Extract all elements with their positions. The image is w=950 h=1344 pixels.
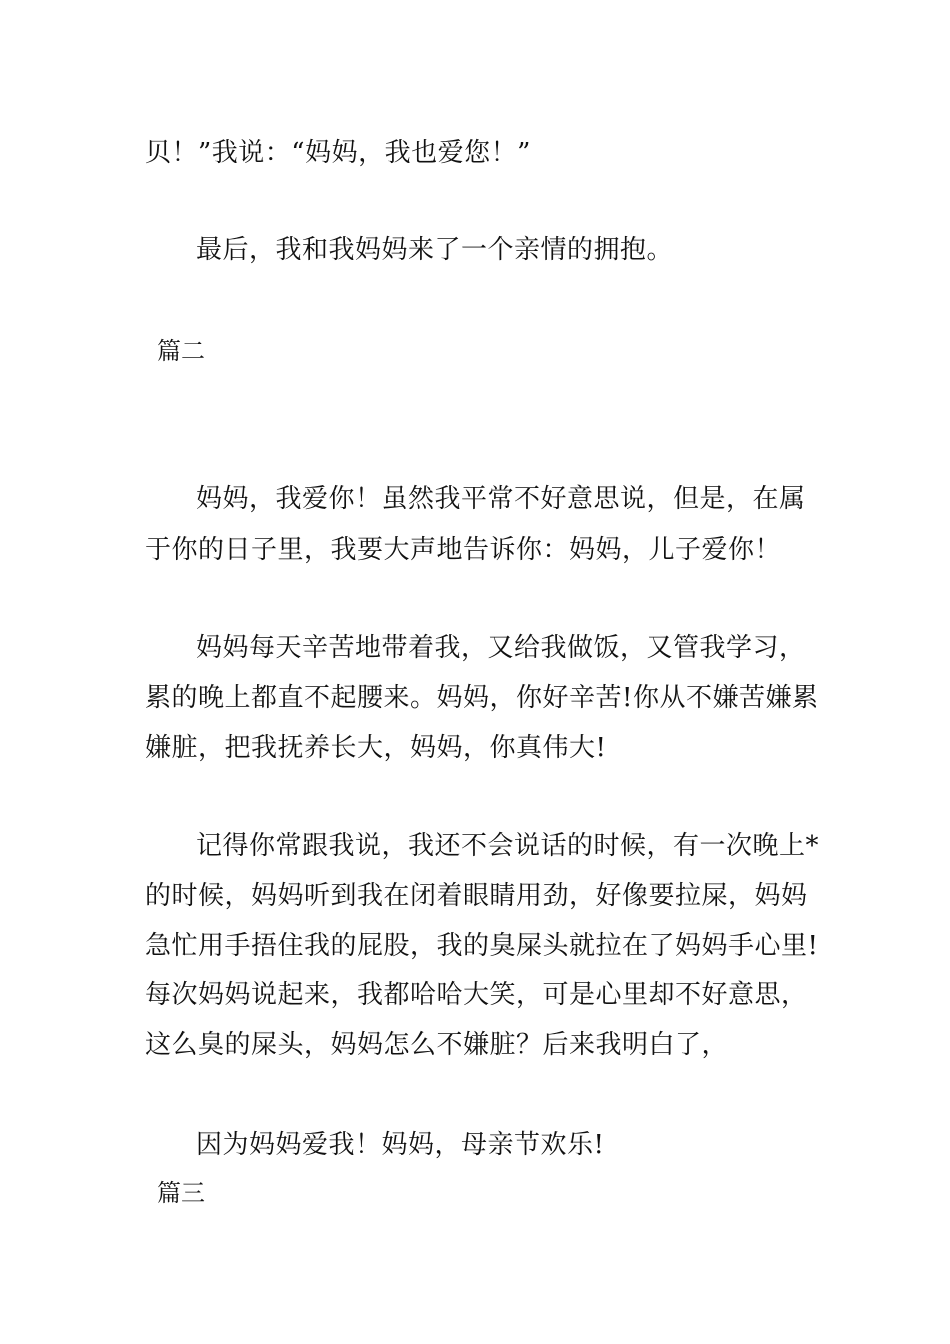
paragraph-first-line: 妈妈，我爱你！虽然我平常不好意思说，但是，在属 xyxy=(196,484,806,514)
text-line: 每次妈妈说起来，我都哈哈大笑，可是心里却不好意思， xyxy=(145,980,808,1010)
text-line: 嫌脏，把我抚养长大，妈妈，你真伟大! xyxy=(145,733,607,763)
section-heading: 篇二 xyxy=(157,337,205,365)
paragraph-first-line: 最后，我和我妈妈来了一个亲情的拥抱。 xyxy=(196,235,674,265)
paragraph-first-line: 记得你常跟我说，我还不会说话的时候，有一次晚上* xyxy=(196,831,820,861)
paragraph-first-line: 因为妈妈爱我！妈妈，母亲节欢乐! xyxy=(196,1130,605,1160)
text-line: 累的晚上都直不起腰来。妈妈，你好辛苦!你从不嫌苦嫌累 xyxy=(145,683,819,713)
text-line: 贝！”我说：“妈妈，我也爱您！” xyxy=(145,138,531,168)
text-line: 于你的日子里，我要大声地告诉你：妈妈，儿子爱你！ xyxy=(145,535,782,565)
text-line: 急忙用手捂住我的屁股，我的臭屎头就拉在了妈妈手心里! xyxy=(145,931,819,961)
text-line: 的时候，妈妈听到我在闭着眼睛用劲，好像要拉屎，妈妈 xyxy=(145,881,808,911)
text-line: 这么臭的屎头，妈妈怎么不嫌脏？后来我明白了， xyxy=(145,1030,729,1060)
section-heading: 篇三 xyxy=(157,1179,205,1207)
paragraph-first-line: 妈妈每天辛苦地带着我，又给我做饭，又管我学习， xyxy=(196,633,806,663)
